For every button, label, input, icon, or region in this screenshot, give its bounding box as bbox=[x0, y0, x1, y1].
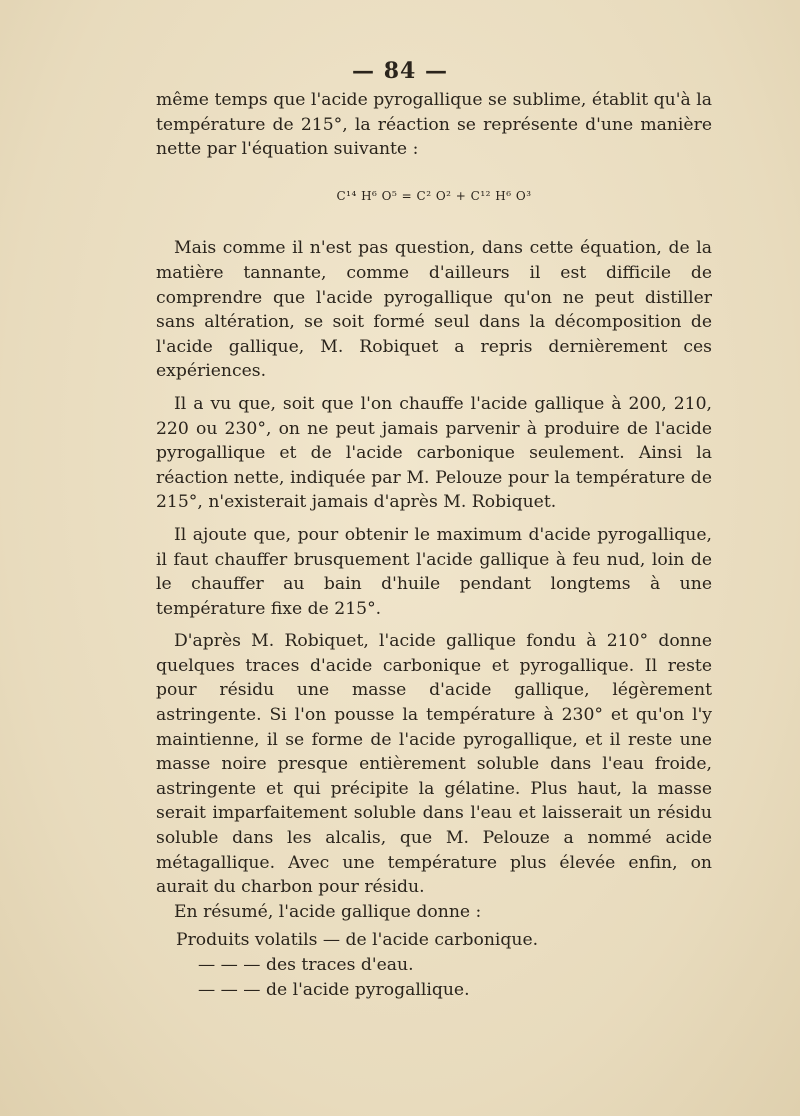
paragraph-1: Mais comme il n'est pas question, dans cette équation, de la matière tannante, comme d'ailleurs il est difficile de comprendre que l'acide pyrogallique qu'on ne peut distiller sans altération, se soit formé seul dans la décomposition de l'acide gallique, M. Robiquet a repris dernièrement ces expériences. bbox=[156, 238, 712, 382]
body-text bbox=[156, 88, 712, 1002]
list-item: Produits volatils — de l'acide carbonique. bbox=[176, 930, 539, 951]
list-item: — — — des traces d'eau. bbox=[198, 955, 414, 975]
chemical-equation: C¹⁴ H⁶ O⁵ = C² O² + C¹² H⁶ O³ bbox=[336, 188, 532, 203]
page-number: — 84 — bbox=[352, 58, 448, 84]
paragraph-3: Il ajoute que, pour obtenir le maximum d'acide pyrogallique, il faut chauffer brusquement l'acide gallique à feu nud, loin de le chauffer au bain d'huile pendant longtems à une température fixe de 215°. bbox=[156, 524, 712, 619]
paragraph-2: Il a vu que, soit que l'on chauffe l'acide gallique à 200, 210, 220 ou 230°, on ne peut jamais parvenir à produire de l'acide pyrogallique et de l'acide carbonique seulement. Ainsi la réaction nette, indiquée par M. Pelouze pour la température de 215°, n'existerait jamais d'après M. Robiquet. bbox=[156, 393, 712, 513]
paragraph-continuation: même temps que l'acide pyrogallique se sublime, établit qu'à la température de 215°, la réaction se représente d'une manière nette par l'équation suivante : bbox=[156, 90, 712, 160]
products-list bbox=[156, 928, 712, 1002]
paragraph-4: D'après M. Robiquet, l'acide gallique fondu à 210° donne quelques traces d'acide carbonique et pyrogallique. Il reste pour résidu une masse d'acide gallique, légèrement astringente. Si l'on pousse la température à 230° et qu'on l'y maintienne, il se forme de l'acide pyrogallique, et il reste une masse noire presque entièrement soluble dans l'eau froide, astringente et qui précipite la gélatine. Plus haut, la masse serait imparfaitement soluble dans l'eau et laisserait un résidu soluble dans les alcalis, que M. Pelouze a nommé acide métagallique. Avec une température plus élevée enfin, on aurait du charbon pour résidu. bbox=[156, 631, 712, 898]
list-item: — — — de l'acide pyrogallique. bbox=[198, 979, 470, 1000]
paragraph-5: En résumé, l'acide gallique donne : bbox=[174, 901, 482, 922]
